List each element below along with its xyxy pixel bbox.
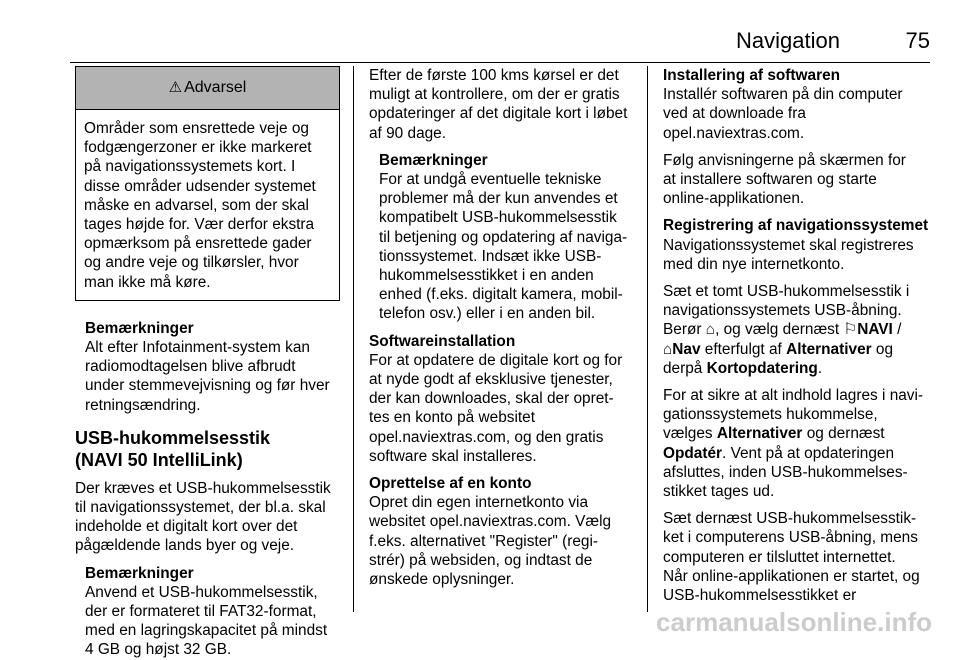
- text-line: [663, 444, 931, 463]
- text-line: Anvend et USB-hukommelsesstik,: [85, 583, 318, 601]
- text-line: opel.naviextras.com, og den gratis: [369, 428, 604, 446]
- text-line: at installere softwaren og starte: [663, 171, 877, 189]
- text-line: telefon osv.) eller i en anden bil.: [379, 305, 596, 323]
- text-line: til navigationssystemet, der bl.a. skal: [75, 499, 326, 517]
- text-line: computeren er tilsluttet internettet.: [663, 548, 896, 566]
- text-line: f.eks. alternativet "Register" (regi-: [369, 532, 599, 550]
- alternativer-label: Alternativer: [716, 425, 803, 443]
- text-line: med en lagringskapacitet på mindst: [85, 622, 328, 640]
- text-line: man ikke må køre.: [84, 273, 211, 291]
- warning-triangle-icon: ⚠: [168, 79, 183, 97]
- alternativer-label: Alternativer: [786, 340, 872, 358]
- opdater-label: Opdatér: [663, 444, 723, 462]
- text-line: USB-hukommelsesstikket er: [663, 587, 857, 605]
- text-line: [663, 359, 931, 378]
- text-line: Opret din egen internetkonto via: [369, 494, 589, 512]
- text-line: disse områder udsender systemet: [84, 177, 316, 195]
- text-span: .: [817, 359, 823, 377]
- text-line: måske en advarsel, som der skal: [84, 196, 309, 214]
- column-1: [75, 66, 340, 660]
- page-title: Navigation: [736, 28, 840, 53]
- text-line: For at opdatere de digitale kort og for: [369, 351, 623, 369]
- text-line: strér) på websiden, og indtast de: [369, 551, 593, 569]
- text-line: tionssystemet. Indsæt ikke USB-: [379, 247, 602, 265]
- text-span: derpå: [663, 359, 707, 377]
- note-heading: Bemærkninger: [379, 151, 488, 169]
- text-span: og: [871, 340, 894, 358]
- text-line: opel.naviextras.com.: [663, 124, 805, 142]
- text-line: Følg anvisningerne på skærmen for: [663, 151, 906, 169]
- text-line: 4 GB og højst 32 GB.: [85, 641, 232, 659]
- column-divider: [647, 66, 648, 612]
- text-line: opmærksom på ensrettede gader: [84, 235, 312, 253]
- text-line: For at sikre at alt indhold lagres i navi-: [663, 387, 924, 405]
- text-line: på navigationssystemets kort. I: [84, 158, 296, 176]
- text-line: navigationssystemets USB-åbning.: [663, 302, 902, 320]
- home-icon: ⌂: [705, 321, 716, 339]
- text-line: Sæt dernæst USB-hukommelsesstik-: [663, 510, 917, 528]
- text-line: Når online-applikationen er startet, og: [663, 567, 920, 585]
- text-line: ønskede oplysninger.: [369, 571, 515, 589]
- text-line: muligt at kontrollere, om der er gratis: [369, 86, 620, 104]
- column-3: [663, 66, 931, 605]
- text-line: websitet opel.naviextras.com. Vælg: [369, 513, 612, 531]
- text-line: stikket tages ud.: [663, 483, 775, 501]
- text-span: efterfulgt af: [700, 340, 787, 358]
- text-span: Berør: [663, 321, 706, 339]
- subsection-heading: Softwareinstallation: [369, 332, 516, 350]
- note-heading: Bemærkninger: [85, 319, 194, 337]
- text-span: . Vent på at opdateringen: [722, 444, 895, 462]
- text-line: til betjening og opdatering af naviga-: [379, 228, 628, 246]
- text-span: og dernæst: [802, 425, 885, 443]
- warning-header: [76, 67, 339, 110]
- text-span: vælges: [663, 425, 717, 443]
- text-line: [663, 424, 931, 443]
- text-line: der kan downloades, skal der opret-: [369, 390, 614, 408]
- note-block: [85, 319, 340, 415]
- section-subtitle: (NAVI 50 IntelliLink): [75, 449, 243, 470]
- text-line: gationssystemets hukommelse,: [663, 406, 878, 424]
- text-line: ved at downloade fra: [663, 105, 806, 123]
- text-line: tes en konto på websitet: [369, 409, 535, 427]
- text-line: Områder som ensrettede veje og: [84, 120, 309, 137]
- flag-icon: ⚐: [843, 321, 858, 339]
- nav-label: Nav: [672, 340, 701, 358]
- text-line: radiomodtagelsen blive afbrudt: [85, 358, 296, 376]
- page-header: [70, 18, 930, 58]
- watermark: carmanualsonline.info: [656, 607, 932, 637]
- text-line: af 90 dage.: [369, 124, 447, 142]
- note-block: [379, 151, 634, 324]
- text-line: retningsændring.: [85, 396, 201, 414]
- note-block: [85, 564, 340, 660]
- text-line: Navigationssystemet skal registreres: [663, 236, 914, 254]
- page-number: 75: [905, 28, 930, 53]
- header-rule: [70, 62, 930, 63]
- text-line: Alt efter Infotainment-system kan: [85, 339, 310, 357]
- text-line: [663, 340, 931, 359]
- text-line: Installér softwaren på din computer: [663, 86, 903, 104]
- text-line: For at undgå eventuelle tekniske: [379, 171, 602, 189]
- text-line: [663, 320, 931, 339]
- text-line: Efter de første 100 kms kørsel er det: [369, 67, 619, 84]
- text-span: , og vælg dernæst: [715, 321, 844, 339]
- column-divider: [353, 66, 354, 612]
- warning-box: [75, 66, 340, 301]
- text-line: indeholde et digitalt kort over det: [75, 518, 298, 536]
- subsection-heading: Oprettelse af en konto: [369, 475, 532, 493]
- kortopdatering-label: Kortopdatering: [706, 359, 818, 377]
- text-line: enhed (f.eks. digitalt kamera, mobil-: [379, 286, 623, 304]
- warning-body: [76, 110, 339, 300]
- text-span: /: [892, 321, 902, 339]
- text-line: at nyde godt af eksklusive tjenester,: [369, 371, 613, 389]
- home-icon: ⌂: [663, 340, 673, 358]
- text-line: kompatibelt USB-hukommelsesstik: [379, 209, 617, 227]
- column-2: [369, 66, 634, 589]
- note-heading: Bemærkninger: [85, 564, 194, 582]
- text-line: under stemmevejvisning og før hver: [85, 377, 330, 395]
- text-line: med din nye internetkonto.: [663, 255, 845, 273]
- text-line: Der kræves et USB-hukommelsesstik: [75, 479, 331, 497]
- text-line: hukommelsesstikket i en anden: [379, 267, 594, 285]
- subsection-heading: Installering af softwaren: [663, 67, 841, 84]
- text-line: software skal installeres.: [369, 447, 537, 465]
- warning-title: Advarsel: [184, 79, 247, 97]
- text-line: tages højde for. Vær derfor ekstra: [84, 216, 315, 234]
- text-line: der er formateret til FAT32-format,: [85, 603, 317, 621]
- navi-label: NAVI: [857, 321, 893, 339]
- text-line: fodgængerzoner er ikke markeret: [84, 139, 312, 157]
- text-line: opdateringer af det digitale kort i løbet: [369, 105, 628, 123]
- section-title: USB-hukommelsesstik: [75, 427, 271, 448]
- text-line: afsluttes, inden USB-hukommelses-: [663, 463, 908, 481]
- text-line: ket i computerens USB-åbning, mens: [663, 529, 918, 547]
- text-line: problemer må der kun anvendes et: [379, 190, 618, 208]
- text-line: pågældende lands byer og veje.: [75, 537, 295, 555]
- subsection-heading: Registrering af navigationssystemet: [663, 217, 929, 235]
- text-line: online-applikationen.: [663, 190, 805, 208]
- text-line: Sæt et tomt USB-hukommelsesstik i: [663, 283, 910, 301]
- text-line: og andre veje og tilkørsler, hvor: [84, 254, 299, 272]
